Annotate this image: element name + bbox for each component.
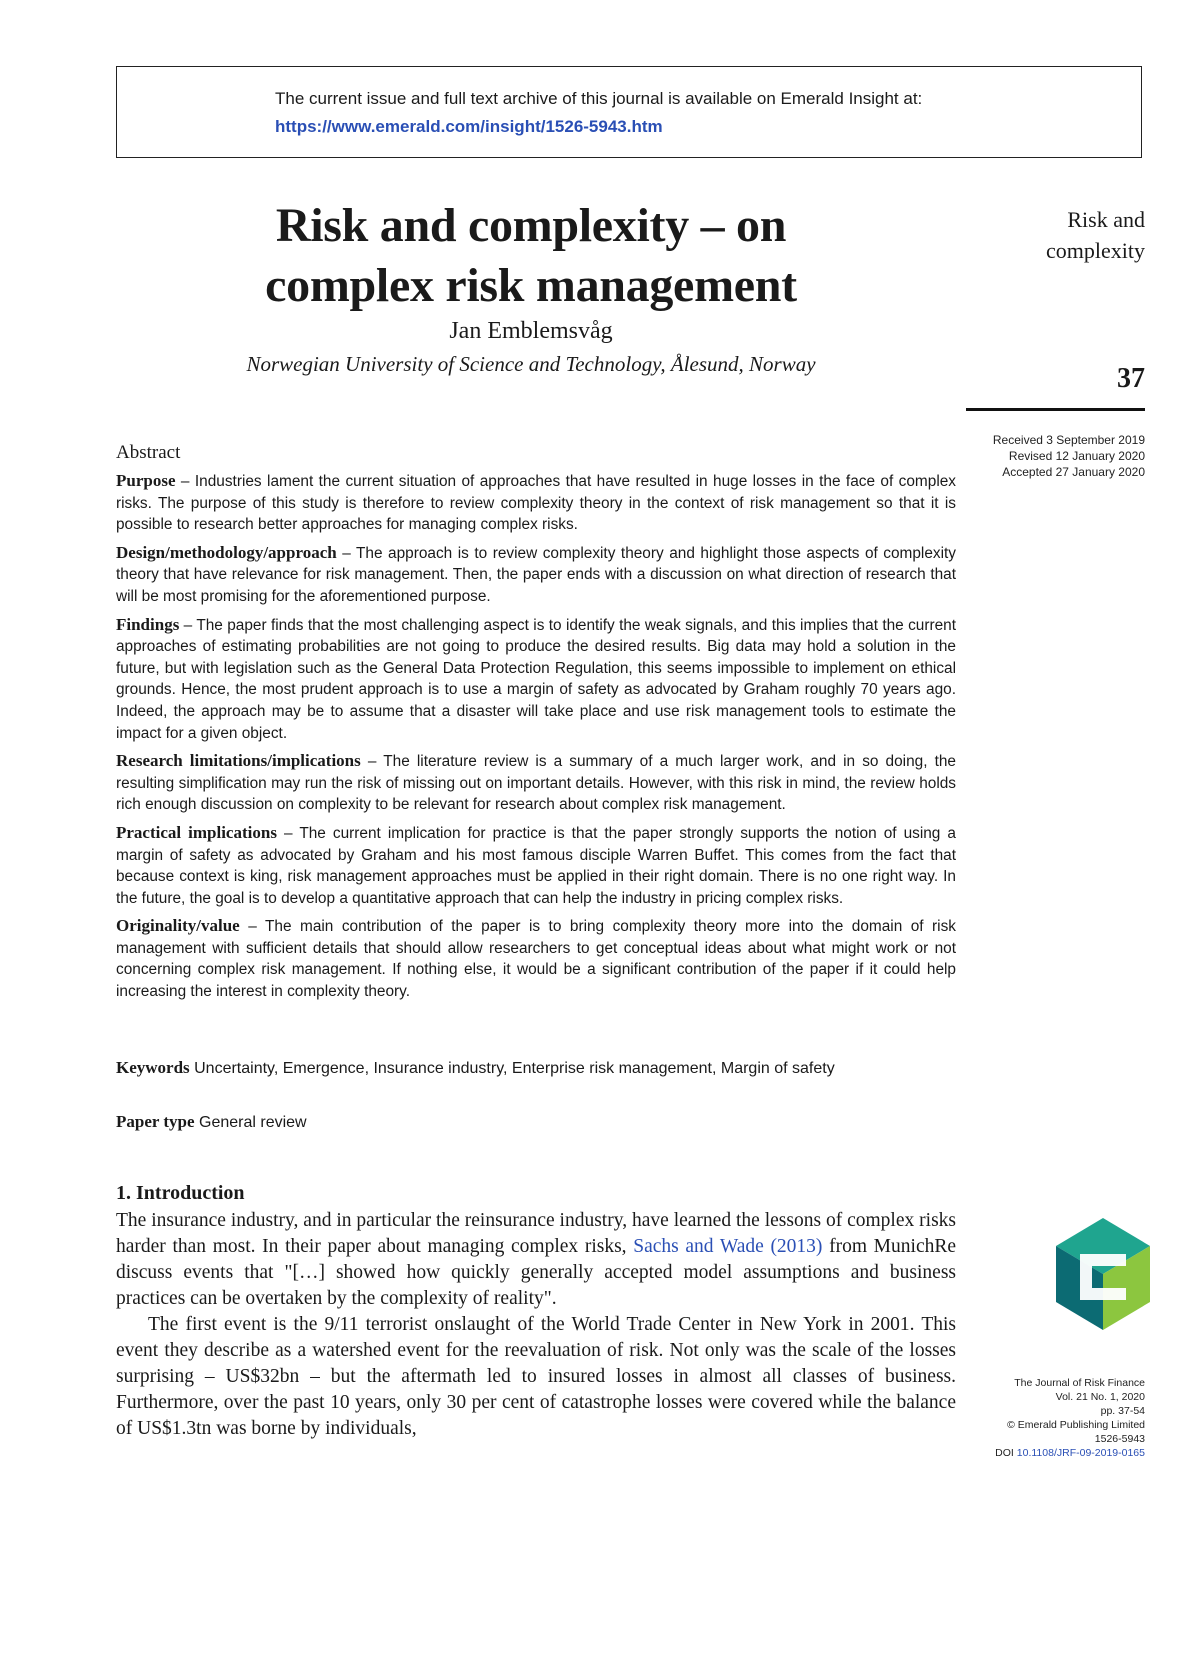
abstract-label: Findings <box>116 614 180 634</box>
keywords-text: Uncertainty, Emergence, Insurance industry, Enterprise risk management, Margin of safety <box>194 1060 835 1077</box>
journal-issn: 1526-5943 <box>1094 1433 1145 1445</box>
journal-volume: Vol. 21 No. 1, 2020 <box>1055 1391 1145 1403</box>
banner-link[interactable]: https://www.emerald.com/insight/1526-5943.htm <box>275 117 663 136</box>
abstract-label: Purpose <box>116 471 176 490</box>
running-head-line-2: complexity <box>1046 238 1145 263</box>
paper-type-value: General review <box>199 1114 307 1131</box>
abstract-label: Design/methodology/approach <box>116 542 337 562</box>
doi-link[interactable]: 10.1108/JRF-09-2019-0165 <box>1016 1447 1145 1459</box>
archive-banner <box>116 66 1142 158</box>
citation-link[interactable]: Sachs and Wade (2013) <box>633 1236 823 1257</box>
section-heading: 1. Introduction <box>116 1182 245 1204</box>
title-line-2: complex risk management <box>265 259 797 312</box>
abstract-limitations: Research limitations/implications – The literature review is a summary of a much larger work, and in so doing, the resulting simplification may run the risk of missing out on important details. However, with this risk in mind, the review holds rich enough discussion on complexity to be relevant for research about complex risk management. <box>116 751 956 814</box>
emerald-logo-icon <box>1056 1218 1150 1330</box>
paper-type-label: Paper type <box>116 1112 195 1131</box>
abstract-text: The literature review is a summary of a much larger work, and in so doing, the resulting simplification may run the risk of missing out on important details. However, with this risk in mind, the review holds rich enough discussion on complexity to be relevant for research about complex risk management. <box>116 753 956 814</box>
author-affiliation: Norwegian University of Science and Technology, Ålesund, Norway <box>246 352 816 376</box>
abstract-practical: Practical implications – The current implication for practice is that the paper strongly supports the notion of using a margin of safety as advocated by Graham and his most famous disciple Warren Buffet. This comes from the fact that because context is king, risk management approaches must be applied in their right domain. There is no one right way. In the future, the goal is to develop a quantitative approach that can help the industry in pricing complex risks. <box>116 822 956 907</box>
article-title <box>116 196 946 316</box>
banner-text: The current issue and full text archive of this journal is available on Emerald Insight at: <box>275 89 923 108</box>
abstract-text: The approach is to review complexity theory and highlight those aspects of complexity theory that have relevance for risk management. Then, the paper ends with a discussion on what direction of research that will be most promising for the aforementioned purpose. <box>116 544 956 605</box>
abstract-text: The current implication for practice is that the paper strongly supports the notion of using a margin of safety as advocated by Graham and his most famous disciple Warren Buffet. This comes from the fact that because context is king, risk management approaches must be applied in their right domain. There is no one right way. In the future, the goal is to develop a quantitative approach that can help the industry in pricing complex risks. <box>116 824 956 907</box>
abstract-text: Industries lament the current situation of approaches that have resulted in huge losses in the face of complex risks. The purpose of this study is therefore to review complexity theory in the context of risk management so that it is possible to research better approaches for managing complex risks. <box>116 473 956 534</box>
abstract-text: The main contribution of the paper is to bring complexity theory more into the domain of risk management with sufficient details that should allow researchers to get conceptual ideas about what might work or not concerning complex risk management. If nothing else, it would be a significant contribution of the paper if it could help increasing the interest in complexity theory. <box>116 918 956 1001</box>
abstract-body <box>116 470 956 1009</box>
accepted-date: Accepted 27 January 2020 <box>1002 465 1145 479</box>
keywords-label: Keywords <box>116 1058 190 1077</box>
journal-pages: pp. 37-54 <box>1100 1405 1145 1417</box>
abstract-originality: Originality/value – The main contribution of the paper is to bring complexity theory more into the domain of risk management with sufficient details that should allow researchers to get conceptual ideas about what might work or not concerning complex risk management. If nothing else, it would be a significant contribution of the paper if it could help increasing the interest in complexity theory. <box>116 916 956 1001</box>
paper-type <box>116 1112 307 1132</box>
abstract-text: The paper finds that the most challenging aspect is to identify the weak signals, and this implies that the current approaches of estimating probabilities are not going to produce the desired results. Big data may hold a solution in the future, but with legislation such as the General Data Protection Regulation, this seems impossible to implement on ethical grounds. Hence, the most prudent approach is to use a margin of safety as advocated by Graham roughly 70 years ago. Indeed, the approach may be to assume that a disaster will take place and use risk management tools to estimate the impact for a given object. <box>116 616 956 742</box>
author-name: Jan Emblemsvåg <box>449 318 613 344</box>
intro-body <box>116 1208 956 1442</box>
sidebar-rule <box>966 408 1145 411</box>
abstract-design: Design/methodology/approach – The approach is to review complexity theory and highlight those aspects of complexity theory that have relevance for risk management. Then, the paper ends with a discussion on what direction of research that will be most promising for the aforementioned purpose. <box>116 542 956 605</box>
intro-paragraph-2: The first event is the 9/11 terrorist onslaught of the World Trade Center in New York in 2001. This event they describe as a watershed event for the reevaluation of risk. Not only was the scale of the losses surprising – US$32bn – but the aftermath led to insured losses in almost all classes of business. Furthermore, over the past 10 years, only 30 per cent of catastrophe losses were covered while the balance of US$1.3tn was borne by individuals, <box>116 1314 956 1439</box>
keywords <box>116 1056 876 1081</box>
journal-doi: DOI 10.1108/JRF-09-2019-0165 <box>995 1447 1145 1459</box>
abstract-purpose: Purpose – Industries lament the current situation of approaches that have resulted in huge losses in the face of complex risks. The purpose of this study is therefore to review complexity theory in the context of risk management so that it is possible to research better approaches for managing complex risks. <box>116 471 956 534</box>
running-head-line-1: Risk and <box>1067 207 1145 232</box>
revised-date: Revised 12 January 2020 <box>1008 449 1145 463</box>
abstract-label: Practical implications <box>116 822 277 842</box>
intro-paragraph-1: The insurance industry, and in particular the reinsurance industry, have learned the lessons of complex risks harder than most. In their paper about managing complex risks, Sachs and Wade (2013) from MunichRe discuss events that "[…] showed how quickly generally accepted model assumptions and business practices can be overtaken by the complexity of reality". <box>116 1210 957 1309</box>
abstract-heading: Abstract <box>116 442 181 463</box>
title-line-1: Risk and complexity – on <box>275 199 787 252</box>
article-dates <box>993 432 1145 480</box>
received-date: Received 3 September 2019 <box>992 433 1145 447</box>
journal-name: The Journal of Risk Finance <box>1014 1377 1145 1389</box>
abstract-label: Originality/value <box>116 916 240 936</box>
abstract-label: Research limitations/implications <box>116 751 361 771</box>
abstract-findings: Findings – The paper finds that the most challenging aspect is to identify the weak signals, and this implies that the current approaches of estimating probabilities are not going to produce the desired results. Big data may hold a solution in the future, but with legislation such as the General Data Protection Regulation, this seems impossible to implement on ethical grounds. Hence, the most prudent approach is to use a margin of safety as advocated by Graham roughly 70 years ago. Indeed, the approach may be to assume that a disaster will take place and use risk management tools to estimate the impact for a given object. <box>116 614 956 742</box>
running-head <box>1046 204 1145 266</box>
page-number: 37 <box>1117 363 1145 394</box>
journal-copyright: © Emerald Publishing Limited <box>1007 1419 1145 1431</box>
journal-info <box>995 1376 1145 1460</box>
